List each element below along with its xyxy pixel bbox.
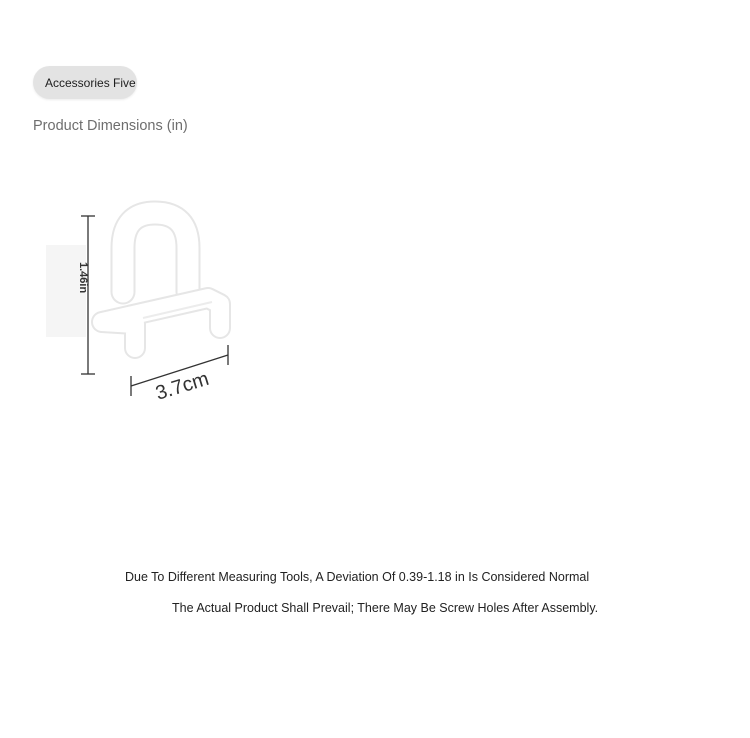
height-label: 1.46in	[77, 262, 89, 294]
product-dimension-figure	[40, 200, 260, 415]
category-tag	[33, 66, 137, 99]
measurement-note: Due To Different Measuring Tools, A Deviation Of 0.39-1.18 in Is Considered Normal	[125, 570, 590, 584]
width-label: 3.7cm	[153, 367, 212, 405]
product-image	[40, 200, 260, 415]
section-title: Product Dimensions (in)	[33, 118, 188, 134]
arch-clip-shape	[102, 213, 220, 348]
product-note: The Actual Product Shall Prevail; There May Be Screw Holes After Assembly.	[172, 601, 599, 615]
category-tag-label: Accessories Five	[45, 75, 136, 90]
